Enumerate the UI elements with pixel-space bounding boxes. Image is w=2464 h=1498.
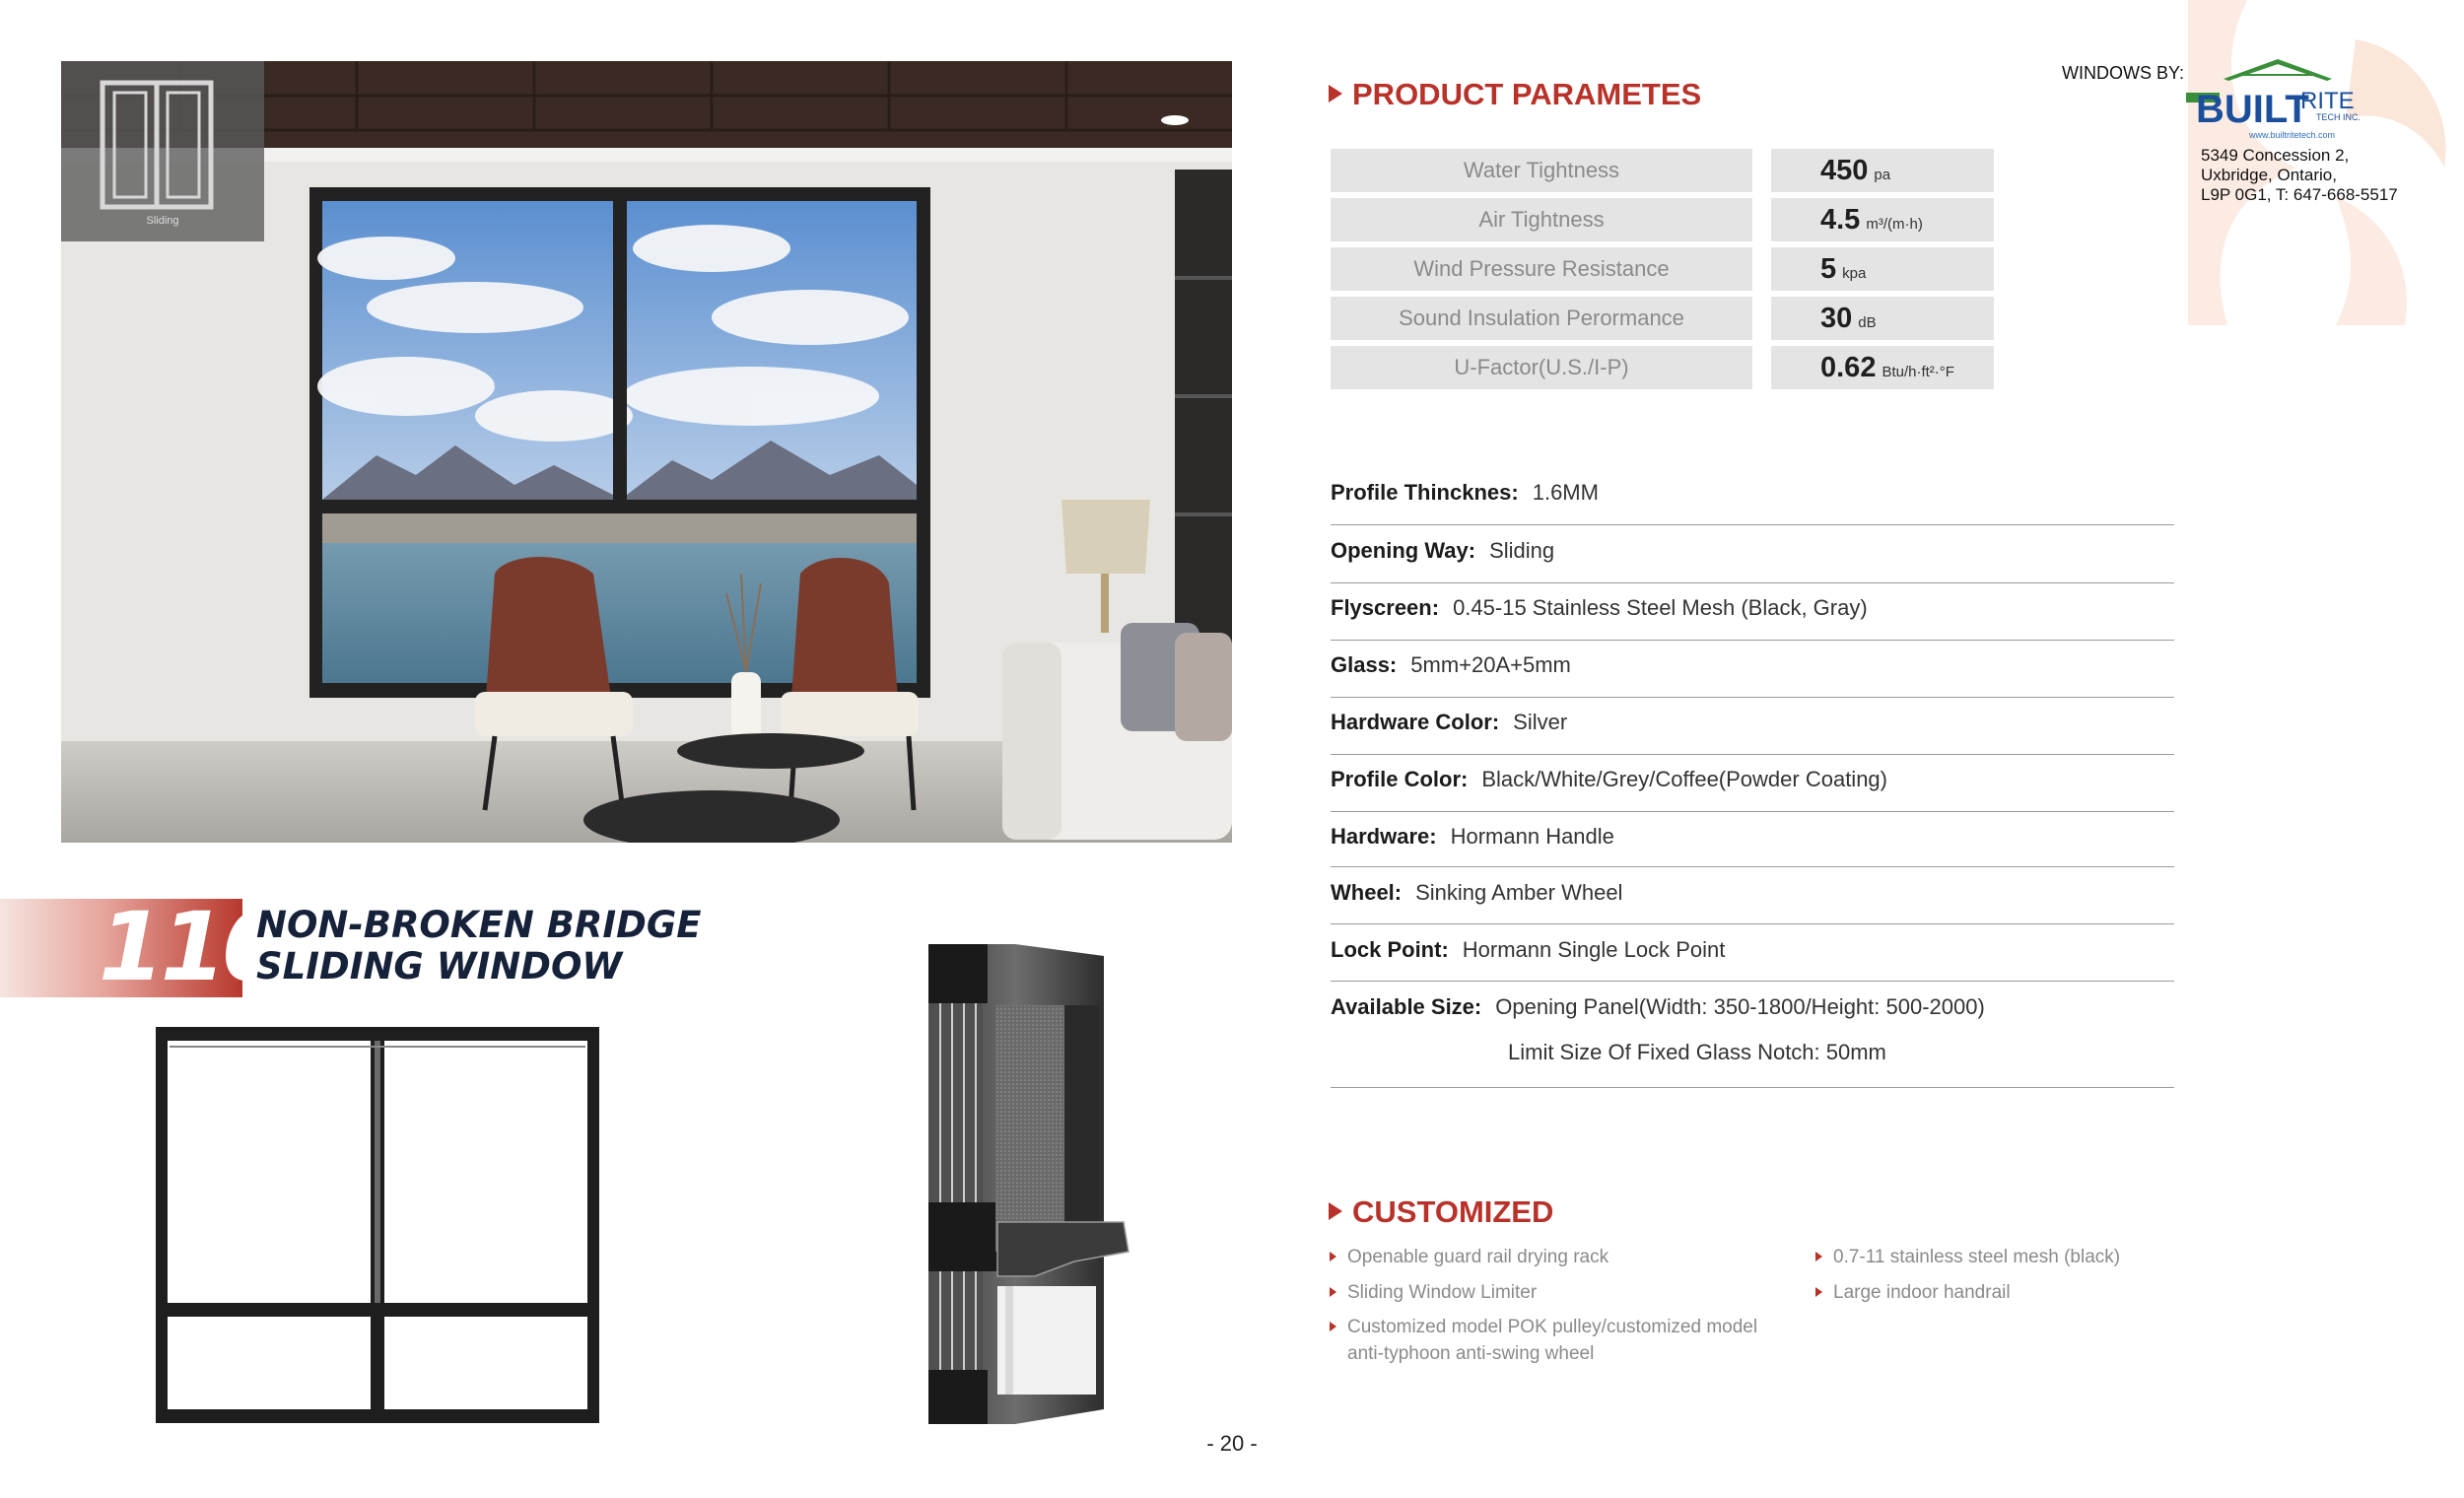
param-value: [1771, 297, 1994, 340]
bullet-triangle-icon: [1330, 1287, 1336, 1297]
window-elevation-drawing: [156, 1027, 599, 1423]
spec-value: 1.6MM: [1532, 480, 1599, 505]
spec-row: [1331, 710, 2174, 755]
customized-item-text: 0.7-11 stainless steel mesh (black): [1833, 1247, 2121, 1267]
address-line: Uxbridge, Ontario,: [2201, 166, 2337, 184]
bullet-triangle-icon: [1815, 1252, 1822, 1261]
param-unit: dB: [1858, 314, 1877, 331]
param-number: 450: [1820, 155, 1869, 186]
profile-cross-section-drawing: [917, 936, 1153, 1429]
spec-value: Sliding: [1489, 538, 1555, 563]
parameters-heading-text: PRODUCT PARAMETES: [1352, 77, 1702, 111]
param-label: U-Factor(U.S./I-P): [1331, 346, 1752, 389]
bullet-triangle-icon: [1330, 1252, 1336, 1261]
param-label: Sound Insulation Perormance: [1331, 297, 1752, 340]
spec-row: [1331, 880, 2174, 924]
windows-by-caption: WINDOWS BY:: [2062, 63, 2185, 83]
window-type-badge: [61, 61, 264, 241]
customized-item: [1833, 1244, 2267, 1270]
address-block: [2201, 146, 2398, 205]
address-line: 5349 Concession 2,: [2201, 146, 2350, 165]
spec-extra-line: Limit Size Of Fixed Glass Notch: 50mm: [1508, 1040, 1886, 1064]
customized-item-text: Sliding Window Limiter: [1347, 1282, 1538, 1303]
product-number: 110: [99, 892, 285, 1002]
spec-row: [1331, 480, 2174, 525]
spec-row: [1331, 595, 2174, 641]
logo-word-rite: RITE: [2300, 88, 2355, 114]
param-number: 30: [1820, 303, 1853, 334]
spec-key: Hardware Color:: [1331, 710, 1500, 734]
address-line: L9P 0G1, T: 647-668-5517: [2201, 185, 2398, 204]
customized-item-text: Customized model POK pulley/customized model anti-typhoon anti-swing wheel: [1347, 1317, 1758, 1364]
spec-key: Flyscreen:: [1331, 595, 1440, 620]
param-row: [1331, 198, 1996, 241]
param-value: [1771, 149, 1994, 192]
spec-value: 0.45-15 Stainless Steel Mesh (Black, Gray): [1453, 595, 1868, 620]
spec-value: Black/White/Grey/Coffee(Powder Coating): [1481, 767, 1887, 791]
param-unit: pa: [1874, 167, 1891, 183]
param-unit: m³/(m·h): [1866, 216, 1923, 233]
spec-key: Lock Point:: [1331, 937, 1449, 962]
spec-key: Glass:: [1331, 652, 1398, 677]
spec-row: [1331, 767, 2174, 812]
customized-item: [1833, 1279, 2267, 1306]
bullet-triangle-icon: [1330, 1322, 1336, 1331]
spec-key: Wheel:: [1331, 880, 1403, 905]
spec-key: Hardware:: [1331, 824, 1437, 849]
hero-room-photo: [61, 61, 1232, 843]
customized-item: [1347, 1279, 1781, 1306]
spec-key: Profile Color:: [1331, 767, 1469, 791]
spec-key: Profile Thincknes:: [1331, 480, 1519, 505]
logo-word-built: BUILT: [2196, 88, 2309, 131]
param-row: [1331, 247, 1996, 291]
param-label: Air Tightness: [1331, 198, 1752, 241]
badge-label: Sliding: [146, 215, 179, 227]
customized-heading-text: CUSTOMIZED: [1352, 1194, 1554, 1229]
product-title: NON-BROKEN BRIDGE SLIDING WINDOW: [256, 904, 702, 987]
bullet-triangle-icon: [1815, 1287, 1822, 1297]
spec-row: [1331, 652, 2174, 698]
param-label: Wind Pressure Resistance: [1331, 247, 1752, 291]
heading-triangle-icon: [1329, 85, 1342, 102]
param-value: [1771, 247, 1994, 291]
spec-row: [1331, 538, 2174, 583]
customized-heading: [1329, 1194, 1553, 1230]
customized-item: [1347, 1244, 1781, 1270]
param-number: 5: [1820, 253, 1837, 285]
spec-value: Opening Panel(Width: 350-1800/Height: 500-2000): [1495, 994, 1985, 1019]
spec-value: Sinking Amber Wheel: [1415, 880, 1623, 905]
param-row: [1331, 149, 1996, 192]
logo-sub: TECH INC.: [2316, 112, 2361, 122]
param-value: [1771, 198, 1994, 241]
spec-value: 5mm+20A+5mm: [1410, 652, 1571, 677]
param-label: Water Tightness: [1331, 149, 1752, 192]
param-row: [1331, 346, 1996, 389]
param-unit: kpa: [1842, 265, 1867, 282]
param-value: [1771, 346, 1994, 389]
spec-row: [1331, 824, 2174, 867]
param-row: [1331, 297, 1996, 340]
customized-item-text: Openable guard rail drying rack: [1347, 1247, 1609, 1267]
spec-key: Available Size:: [1331, 994, 1482, 1019]
param-unit: Btu/h·ft²·°F: [1882, 364, 1954, 380]
heading-triangle-icon: [1329, 1202, 1342, 1220]
page-number: - 20 -: [1206, 1431, 1258, 1456]
spec-value: Silver: [1513, 710, 1568, 734]
parameters-heading: [1329, 77, 1701, 112]
param-number: 0.62: [1820, 352, 1877, 383]
customized-item-text: Large indoor handrail: [1833, 1282, 2011, 1303]
param-number: 4.5: [1820, 204, 1861, 236]
logo-url: www.builtritetech.com: [2249, 130, 2336, 140]
customized-item: [1347, 1314, 1761, 1367]
spec-value: Hormann Handle: [1450, 824, 1614, 849]
spec-key: Opening Way:: [1331, 538, 1476, 563]
spec-value: Hormann Single Lock Point: [1462, 937, 1726, 962]
spec-row: [1331, 937, 2174, 982]
builtrite-logo[interactable]: [2184, 57, 2371, 144]
